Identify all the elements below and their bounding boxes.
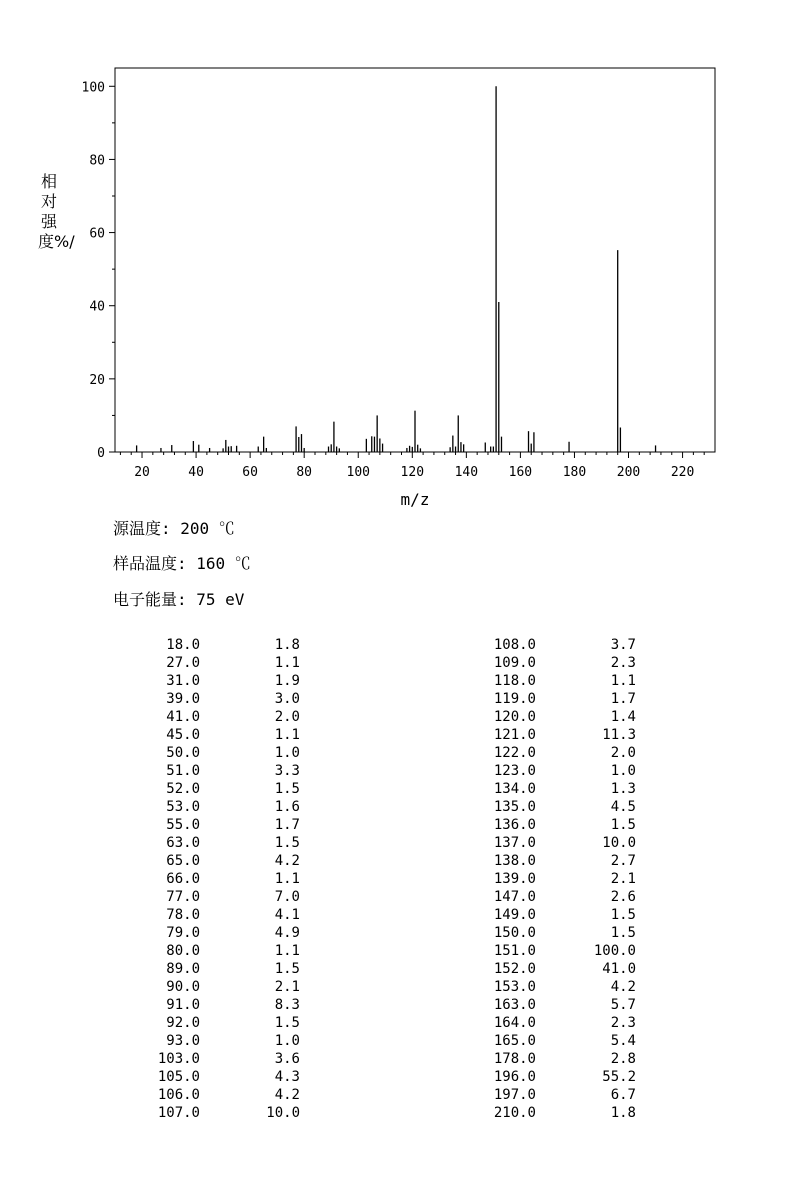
mz-value: 135.0	[493, 799, 536, 815]
mz-value: 92.0	[166, 1015, 200, 1031]
x-tick-label: 100	[346, 465, 370, 480]
abundance-value: 2.1	[610, 871, 636, 887]
mz-value: 107.0	[157, 1105, 200, 1121]
table-row	[140, 708, 310, 726]
abundance-value: 1.9	[274, 673, 300, 689]
table-row	[140, 1104, 310, 1122]
abundance-value: 8.3	[274, 997, 300, 1013]
mz-value: 52.0	[166, 781, 200, 797]
table-row	[476, 1068, 646, 1086]
table-row	[140, 870, 310, 888]
mz-value: 178.0	[493, 1051, 536, 1067]
mz-value: 51.0	[166, 763, 200, 779]
mz-value: 197.0	[493, 1087, 536, 1103]
mz-value: 150.0	[493, 925, 536, 941]
mz-value: 45.0	[166, 727, 200, 743]
abundance-value: 5.4	[610, 1033, 636, 1049]
abundance-value: 2.3	[610, 655, 636, 671]
table-row	[476, 690, 646, 708]
mz-value: 196.0	[493, 1069, 536, 1085]
table-row	[476, 780, 646, 798]
abundance-value: 41.0	[602, 961, 636, 977]
table-row	[476, 996, 646, 1014]
table-row	[476, 1050, 646, 1068]
plot-frame	[115, 68, 715, 452]
mz-value: 121.0	[493, 727, 536, 743]
mz-value: 151.0	[493, 943, 536, 959]
mz-value: 163.0	[493, 997, 536, 1013]
abundance-value: 2.1	[274, 979, 300, 995]
table-row	[476, 870, 646, 888]
y-tick-label: 60	[89, 226, 105, 242]
mz-value: 165.0	[493, 1033, 536, 1049]
abundance-value: 2.3	[610, 1015, 636, 1031]
mz-value: 93.0	[166, 1033, 200, 1049]
abundance-value: 2.0	[274, 709, 300, 725]
mz-value: 152.0	[493, 961, 536, 977]
peak-table-left	[140, 636, 310, 1122]
mz-value: 89.0	[166, 961, 200, 977]
table-row	[140, 996, 310, 1014]
table-row	[476, 654, 646, 672]
table-row	[140, 1032, 310, 1050]
mz-value: 108.0	[493, 637, 536, 653]
spectrum-peaks	[137, 86, 656, 452]
mz-value: 91.0	[166, 997, 200, 1013]
table-row	[140, 834, 310, 852]
table-row	[140, 690, 310, 708]
abundance-value: 3.7	[610, 637, 636, 653]
table-row	[476, 708, 646, 726]
mz-value: 53.0	[166, 799, 200, 815]
x-tick-label: 140	[454, 465, 479, 480]
mz-value: 118.0	[493, 673, 536, 689]
x-tick-label: 120	[400, 465, 425, 480]
table-row	[476, 726, 646, 744]
abundance-value: 1.8	[610, 1105, 636, 1121]
mz-value: 134.0	[493, 781, 536, 797]
abundance-value: 11.3	[602, 727, 636, 743]
mz-value: 153.0	[493, 979, 536, 995]
x-axis-label: m/z	[400, 490, 430, 509]
mz-value: 123.0	[493, 763, 536, 779]
mz-value: 66.0	[166, 871, 200, 887]
mz-value: 31.0	[166, 673, 200, 689]
abundance-value: 4.9	[274, 925, 300, 941]
abundance-value: 1.4	[610, 709, 636, 725]
abundance-value: 1.5	[274, 835, 300, 851]
abundance-value: 10.0	[602, 835, 636, 851]
table-row	[140, 906, 310, 924]
table-row	[476, 942, 646, 960]
abundance-value: 1.5	[610, 907, 636, 923]
abundance-value: 1.1	[610, 673, 636, 689]
table-row	[140, 762, 310, 780]
x-tick-label: 40	[188, 465, 204, 480]
abundance-value: 1.1	[274, 871, 300, 887]
abundance-value: 4.2	[610, 979, 636, 995]
table-row	[140, 852, 310, 870]
table-row	[476, 960, 646, 978]
mz-value: 105.0	[157, 1069, 200, 1085]
abundance-value: 4.3	[274, 1069, 300, 1085]
y-axis	[82, 80, 115, 461]
table-row	[476, 762, 646, 780]
abundance-value: 1.7	[274, 817, 300, 833]
abundance-value: 4.5	[610, 799, 636, 815]
peak-table-right	[476, 636, 646, 1122]
electron-energy: 电子能量: 75 eV	[113, 590, 245, 609]
table-row	[140, 942, 310, 960]
abundance-value: 100.0	[593, 943, 636, 959]
abundance-value: 5.7	[610, 997, 636, 1013]
abundance-value: 4.2	[274, 1087, 300, 1103]
abundance-value: 2.7	[610, 853, 636, 869]
table-row	[140, 636, 310, 654]
abundance-value: 2.6	[610, 889, 636, 905]
mz-value: 139.0	[493, 871, 536, 887]
table-row	[476, 852, 646, 870]
mz-value: 80.0	[166, 943, 200, 959]
mz-value: 119.0	[493, 691, 536, 707]
mz-value: 55.0	[166, 817, 200, 833]
abundance-value: 1.5	[274, 961, 300, 977]
table-row	[140, 1086, 310, 1104]
abundance-value: 1.1	[274, 943, 300, 959]
mz-value: 63.0	[166, 835, 200, 851]
abundance-value: 1.5	[610, 817, 636, 833]
table-row	[140, 798, 310, 816]
table-row	[476, 978, 646, 996]
abundance-value: 55.2	[602, 1069, 636, 1085]
mz-value: 18.0	[166, 637, 200, 653]
mz-value: 149.0	[493, 907, 536, 923]
y-tick-label: 40	[89, 299, 105, 315]
table-row	[140, 816, 310, 834]
abundance-value: 4.2	[274, 853, 300, 869]
abundance-value: 1.8	[274, 637, 300, 653]
table-row	[140, 888, 310, 906]
abundance-value: 1.0	[610, 763, 636, 779]
mz-value: 138.0	[493, 853, 536, 869]
abundance-value: 1.0	[274, 1033, 300, 1049]
abundance-value: 1.5	[274, 1015, 300, 1031]
table-row	[140, 726, 310, 744]
table-row	[476, 744, 646, 762]
mz-value: 79.0	[166, 925, 200, 941]
table-row	[140, 960, 310, 978]
table-row	[476, 1104, 646, 1122]
abundance-value: 1.6	[274, 799, 300, 815]
table-row	[140, 744, 310, 762]
abundance-value: 1.1	[274, 727, 300, 743]
mz-value: 65.0	[166, 853, 200, 869]
abundance-value: 7.0	[274, 889, 300, 905]
table-row	[476, 906, 646, 924]
mz-value: 50.0	[166, 745, 200, 761]
table-row	[140, 1050, 310, 1068]
y-tick-label: 20	[89, 372, 105, 388]
mz-value: 39.0	[166, 691, 200, 707]
mz-value: 41.0	[166, 709, 200, 725]
mz-value: 210.0	[493, 1105, 536, 1121]
table-row	[476, 672, 646, 690]
mz-value: 122.0	[493, 745, 536, 761]
sample-temperature: 样品温度: 160 ℃	[113, 554, 251, 573]
x-tick-label: 200	[616, 465, 641, 480]
mz-value: 136.0	[493, 817, 536, 833]
mz-value: 103.0	[157, 1051, 200, 1067]
table-row	[140, 672, 310, 690]
abundance-value: 1.5	[610, 925, 636, 941]
abundance-value: 1.0	[274, 745, 300, 761]
mz-value: 77.0	[166, 889, 200, 905]
abundance-value: 10.0	[266, 1105, 300, 1121]
mz-value: 90.0	[166, 979, 200, 995]
table-row	[476, 636, 646, 654]
table-row	[140, 978, 310, 996]
mz-value: 109.0	[493, 655, 536, 671]
table-row	[140, 780, 310, 798]
table-row	[476, 1032, 646, 1050]
table-row	[476, 816, 646, 834]
x-tick-label: 60	[242, 465, 258, 480]
y-axis-label: 相对强度%/	[38, 172, 75, 251]
table-row	[140, 654, 310, 672]
abundance-value: 3.6	[274, 1051, 300, 1067]
mz-value: 27.0	[166, 655, 200, 671]
abundance-value: 2.8	[610, 1051, 636, 1067]
y-tick-label: 100	[81, 80, 105, 96]
abundance-value: 1.7	[610, 691, 636, 707]
table-row	[140, 1014, 310, 1032]
source-temperature: 源温度: 200 ℃	[113, 519, 235, 538]
x-axis	[120, 452, 704, 480]
table-row	[476, 1086, 646, 1104]
abundance-value: 4.1	[274, 907, 300, 923]
mz-value: 120.0	[493, 709, 536, 725]
y-tick-label: 0	[97, 446, 105, 461]
abundance-value: 1.1	[274, 655, 300, 671]
mass-spectrum-chart	[0, 0, 794, 520]
mz-value: 106.0	[157, 1087, 200, 1103]
y-tick-label: 80	[89, 153, 105, 169]
abundance-value: 6.7	[610, 1087, 636, 1103]
mz-value: 137.0	[493, 835, 536, 851]
x-tick-label: 80	[296, 465, 313, 480]
x-tick-label: 180	[562, 465, 587, 480]
table-row	[140, 1068, 310, 1086]
x-tick-label: 20	[134, 465, 150, 480]
table-row	[476, 834, 646, 852]
table-row	[476, 1014, 646, 1032]
x-tick-label: 220	[670, 465, 695, 480]
table-row	[140, 924, 310, 942]
table-row	[476, 924, 646, 942]
abundance-value: 1.5	[274, 781, 300, 797]
abundance-value: 3.0	[274, 691, 300, 707]
mz-value: 147.0	[493, 889, 536, 905]
abundance-value: 3.3	[274, 763, 300, 779]
abundance-value: 1.3	[610, 781, 636, 797]
mz-value: 78.0	[166, 907, 200, 923]
x-tick-label: 160	[508, 465, 533, 480]
table-row	[476, 798, 646, 816]
abundance-value: 2.0	[610, 745, 636, 761]
table-row	[476, 888, 646, 906]
mz-value: 164.0	[493, 1015, 536, 1031]
